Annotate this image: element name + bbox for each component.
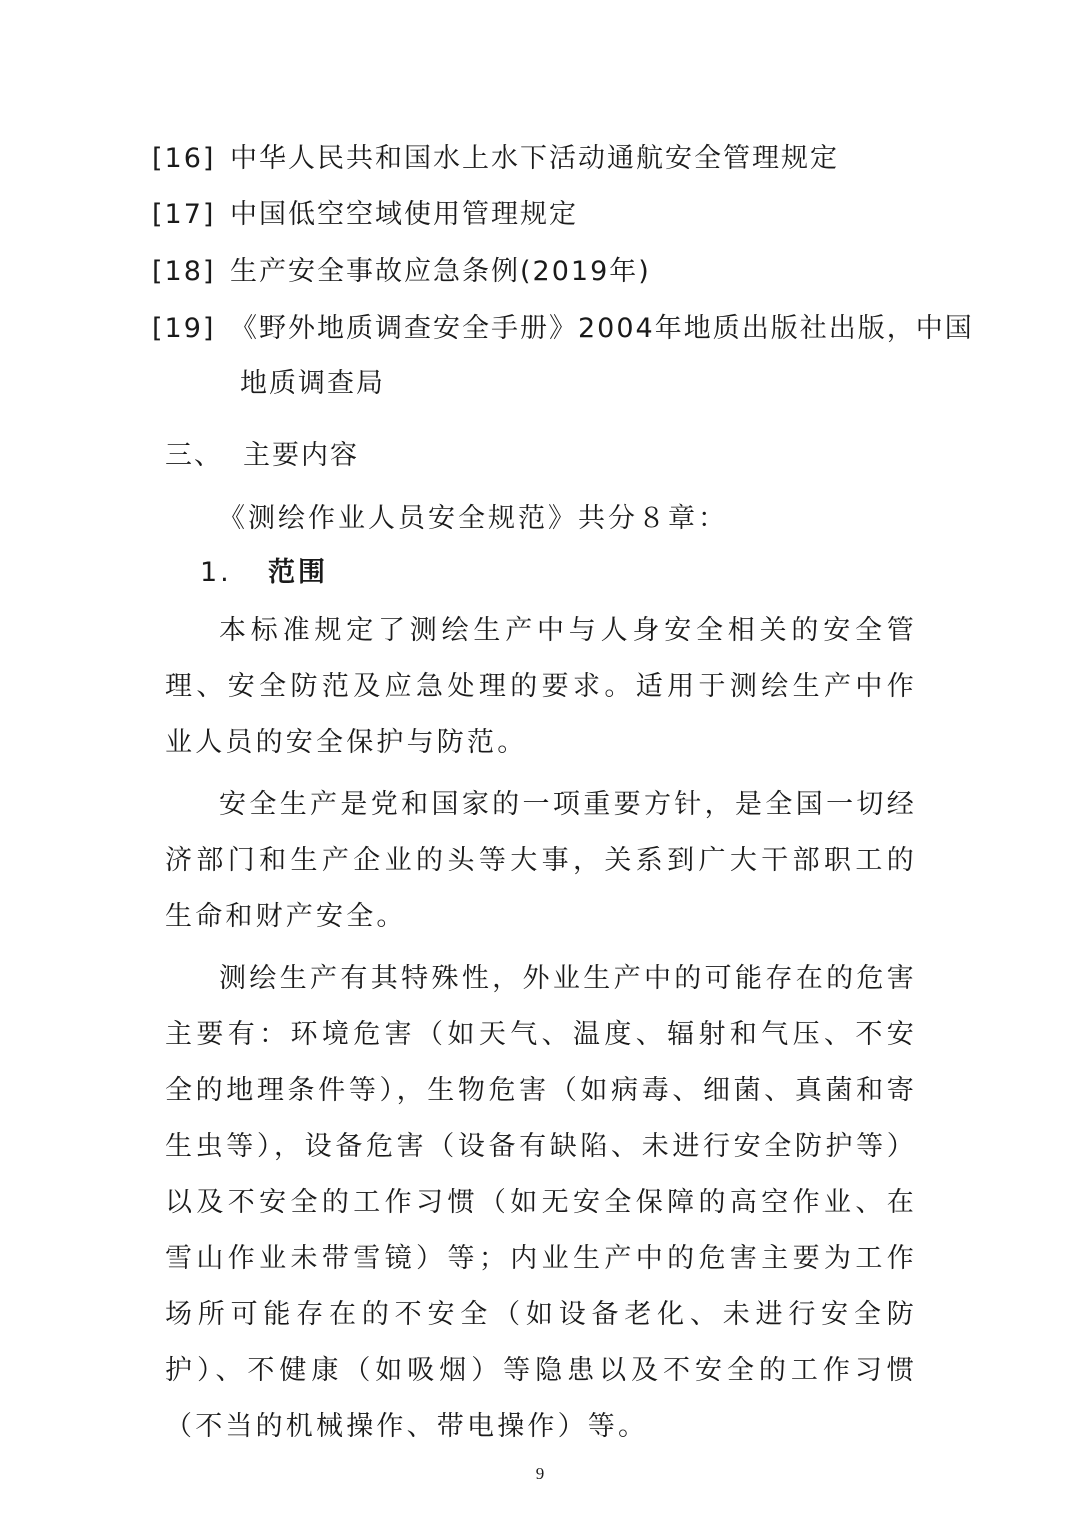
reference-text: 《野外地质调查安全手册》2004年地质出版社出版，中国 — [230, 313, 974, 344]
subsection-heading — [200, 544, 328, 602]
section-number: 三、 — [165, 440, 223, 471]
reference-item — [152, 243, 932, 301]
reference-item — [152, 130, 932, 188]
subsection-number: 1. — [200, 557, 232, 588]
body-paragraph: 安全生产是党和国家的一项重要方针，是全国一切经济部门和生产企业的头等大事，关系到广大干部职工的生命和财产安全。 — [165, 789, 917, 932]
reference-text: 中国低空空域使用管理规定 — [230, 199, 578, 230]
reference-number: [17] — [152, 199, 216, 230]
reference-continuation: 地质调查局 — [240, 368, 385, 399]
body-paragraph: 本标准规定了测绘生产中与人身安全相关的安全管理、安全防范及应急处理的要求。适用于测绘生产中作业人员的安全保护与防范。 — [165, 615, 917, 758]
section-heading — [165, 427, 359, 485]
reference-number: [16] — [152, 143, 216, 174]
reference-item — [152, 186, 932, 244]
chapter-intro: 《测绘作业人员安全规范》共分８章： — [218, 503, 728, 534]
reference-item — [152, 300, 974, 358]
reference-text: 中华人民共和国水上水下活动通航安全管理规定 — [230, 143, 839, 174]
reference-text: 生产安全事故应急条例(2019年) — [230, 256, 651, 287]
page-number: 9 — [535, 1464, 545, 1483]
reference-number: [19] — [152, 313, 216, 344]
reference-number: [18] — [152, 256, 216, 287]
subsection-title: 范围 — [268, 557, 328, 588]
section-title: 主要内容 — [243, 440, 359, 471]
body-paragraph: 测绘生产有其特殊性，外业生产中的可能存在的危害主要有：环境危害（如天气、温度、辐射和气压、不安全的地理条件等），生物危害（如病毒、细菌、真菌和寄生虫等），设备危害（设备有缺陷、未进行安全防护等）以及不安全的工作习惯（如无安全保障的高空作业、在雪山作业未带雪镜）等；内业生产中的危害主要为工作场所可能存在的不安全（如设备老化、未进行安全防护）、不健康（如吸烟）等隐患以及不安全的工作习惯（不当的机械操作、带电操作）等。 — [165, 963, 917, 1442]
